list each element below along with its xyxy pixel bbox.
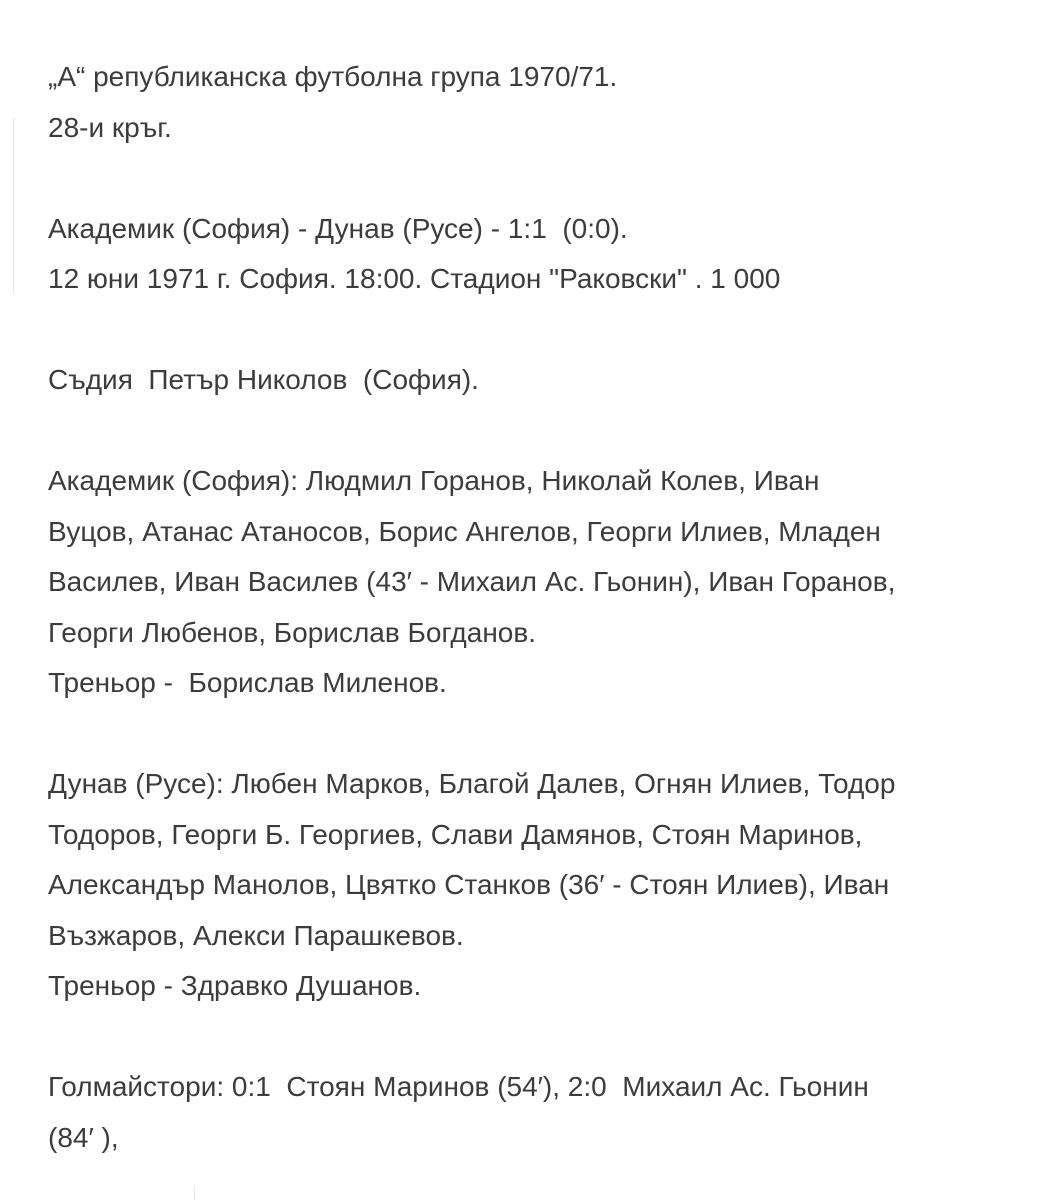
spacer: [48, 153, 1038, 204]
referee: Съдия Петър Николов (София).: [48, 364, 479, 395]
round-label: 28-и кръг.: [48, 111, 172, 143]
lineup-line: Академик (София): Людмил Горанов, Николай Колев, Иван: [48, 465, 820, 496]
scorers-line: (84′ ),: [48, 1121, 119, 1153]
left-edge-divider: [0, 118, 14, 293]
championship-title: „А“ републиканска футболна група 1970/71.: [48, 61, 618, 92]
lineup-line: Тодоров, Георги Б. Георгиев, Слави Дамянов, Стоян Маринов,: [48, 818, 863, 850]
spacer: [48, 305, 1038, 356]
spacer: [48, 406, 1038, 457]
spacer: [48, 1012, 1038, 1063]
lineup-line: Дунав (Русе): Любен Марков, Благой Далев, Огнян Илиев, Тодор: [48, 768, 896, 799]
lineup-line: Възжаров, Алекси Парашкевов.: [48, 919, 464, 951]
goal-scorers: [48, 1062, 1038, 1163]
match-date-venue: 12 юни 1971 г. София. 18:00. Стадион "Раковски" . 1 000: [48, 263, 781, 294]
scorers-line: Голмайстори: 0:1 Стоян Маринов (54′), 2:0 Михаил Ас. Гьонин: [48, 1071, 869, 1102]
team2-coach: Треньор - Здравко Душанов.: [48, 970, 422, 1001]
match-result: Академик (София) - Дунав (Русе) - 1:1 (0:0).: [48, 212, 628, 244]
team1-coach: Треньор - Борислав Миленов.: [48, 667, 447, 698]
lineup-line: Вуцов, Атанас Атаносов, Борис Ангелов, Георги Илиев, Младен: [48, 515, 881, 547]
lineup-line: Александър Манолов, Цвятко Станков (36′ - Стоян Илиев), Иван: [48, 869, 890, 900]
lineup-line: Василев, Иван Василев (43′ - Михаил Ас. Гьонин), Иван Горанов,: [48, 566, 896, 597]
spacer: [48, 709, 1038, 760]
team1-lineup: [48, 456, 1038, 709]
bottom-edge-divider: [194, 1186, 195, 1200]
team2-lineup: [48, 759, 1038, 1012]
match-report: [48, 52, 1038, 1163]
lineup-line: Георги Любенов, Борислав Богданов.: [48, 616, 537, 648]
